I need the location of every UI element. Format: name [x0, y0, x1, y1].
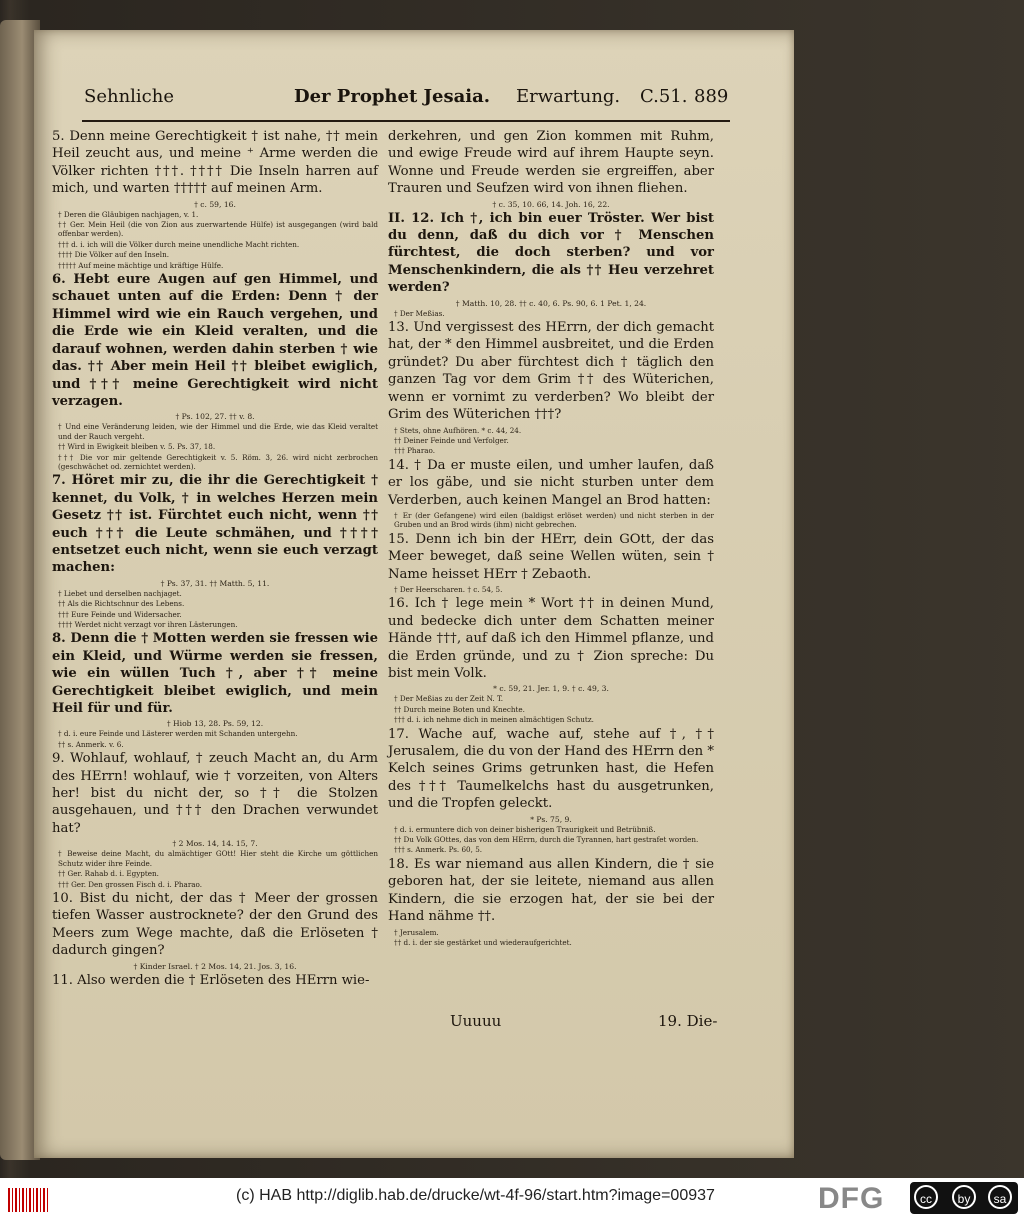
- cross-reference: † Hiob 13, 28. Ps. 59, 12.: [166, 719, 264, 729]
- cross-reference: † Matth. 10, 28. †† c. 40, 6. Ps. 90, 6. 1 Pet. 1, 24.: [455, 298, 647, 308]
- footnote: ††† Eure Feinde und Widersacher.: [58, 609, 182, 619]
- footer-bar: [0, 1178, 1024, 1218]
- footnote: †††† Werdet nicht verzagt vor ihren Lästerungen.: [58, 620, 238, 629]
- verse-paragraph: 15. Denn ich bin der HErr, dein GOtt, der das Meer beweget, daß seine Wellen wüten, sein † Name heisset HErr † Zebaoth.: [388, 531, 714, 582]
- cross-reference: † Ps. 37, 31. †† Matth. 5, 11.: [160, 578, 270, 588]
- right-text-column: [388, 128, 714, 948]
- footnote: ††† d. i. ich will die Völker durch meine unendliche Macht richten.: [58, 239, 300, 249]
- footnote: †† Als die Richtschnur des Lebens.: [58, 599, 185, 609]
- footnote: †† Ger. Rahab d. i. Egypten.: [58, 869, 159, 879]
- by-icon: by: [952, 1185, 976, 1209]
- verse-paragraph: derkehren, und gen Zion kommen mit Ruhm, und ewige Freude wird auf ihrem Haupte seyn. Wonne und Freude werden sie ergreiffen, aber Trauren und Seufzen wird von ihnen fliehen.: [388, 129, 714, 197]
- verse-paragraph: 9. Wohlauf, wohlauf, † zeuch Macht an, du Arm des HErrn! wohlauf, wie † vorzeiten, von Alters her! bist du nicht der, so †† die Stolzen ausgehauen, und ††† den Drachen verwundet hat?: [52, 751, 378, 836]
- footnote: † Jerusalem.: [394, 927, 439, 937]
- cross-reference: † 2 Mos. 14, 14. 15, 7.: [172, 839, 258, 849]
- verse-paragraph: 7. Höret mir zu, die ihr die Gerechtigkeit † kennet, du Volk, † in welches Herzen mein Gesetz †† ist. Fürchtet euch nicht, wenn †† euch ††† die Leute schmähen, und †††† entsetzet euch nicht, wenn sie euch verzagt machen:: [52, 473, 378, 576]
- verse-paragraph: II. 12. Ich †, ich bin euer Tröster. Wer bist du denn, daß du dich vor † Menschen fürchtest, die doch sterben? und vor Menschenkindern, die als †† Heu verzehret werden?: [388, 210, 714, 296]
- footnote: † Stets, ohne Aufhören. * c. 44, 24.: [394, 425, 522, 435]
- header-left-word: Sehnliche: [84, 86, 175, 107]
- footnote: ††† Die vor mir geltende Gerechtigkeit v. 5. Röm. 3, 26. wird nicht zerbrochen (geschwächet od. zernichtet werden).: [58, 452, 378, 471]
- footnote: † Er (der Gefangene) wird eilen (baldigst erlöset werden) und nicht sterben in der Gruben und an Brod wirds (ihm) nicht gebrechen.: [394, 510, 714, 530]
- verse-paragraph: 17. Wache auf, wache auf, stehe auf †, †† Jerusalem, die du von der Hand des HErrn den * Kelch seines Grims getrunken hast, die Hefen des ††† Taumelkelchs hast du ausgetrunken, und die Tropfen geleckt.: [388, 726, 714, 812]
- signature-mark: Uuuuu: [450, 1012, 502, 1030]
- cross-reference: † Kinder Israel. † 2 Mos. 14, 21. Jos. 3, 16.: [133, 961, 297, 971]
- footnote: ††† d. i. ich nehme dich in meinen almächtigen Schutz.: [394, 715, 594, 725]
- footnote: † Beweise deine Macht, du almächtiger GOtt! Hier steht die Kirche um göttlichen Schutz wider ihre Feinde.: [58, 849, 378, 868]
- cross-reference: * c. 59, 21. Jer. 1, 9. † c. 49, 3.: [493, 684, 609, 694]
- verse-paragraph: 10. Bist du nicht, der das † Meer der grossen tiefen Wasser austrocknete? der den Grund des Meers zum Wege machte, daß die Erlöseten † dadurch gingen?: [52, 890, 378, 959]
- footnote: ††††† Auf meine mächtige und kräftige Hülfe.: [58, 260, 224, 270]
- footnote: †† Ger. Mein Heil (die von Zion aus zuerwartende Hülfe) ist ausgegangen (wird bald offenbar werden).: [58, 220, 378, 239]
- header-chapter: C.51.: [640, 86, 688, 107]
- footnote: † Deren die Gläubigen nachjagen, v. 1.: [58, 209, 199, 219]
- verse-paragraph: 6. Hebt eure Augen auf gen Himmel, und schauet unten auf die Erden: Denn † der Himmel wird wie ein Rauch vergehen, und die Erde wie ein Kleid veralten, und die darauf wohnen, werden dahin sterben † wie das. †† Aber mein Heil †† bleibet ewiglich, und ††† meine Gerechtigkeit wird nicht verzagen.: [52, 272, 378, 409]
- footnote: †† Durch meine Boten und Knechte.: [394, 704, 525, 714]
- verse-paragraph: 13. Und vergissest des HErrn, der dich gemacht hat, der * den Himmel ausbreitet, und die Erden gründet? Du aber fürchtest dich † täglich den ganzen Tag vor dem Grim †† des Wüterichen, wenn er vornimt zu verderben? Wo bleibt der Grim des Wüterichen †††?: [388, 320, 714, 423]
- footnote: †† s. Anmerk. v. 6.: [58, 739, 124, 749]
- cross-reference: † c. 59, 16.: [194, 199, 236, 209]
- footnote: † d. i. eure Feinde und Lästerer werden mit Schanden untergehn.: [58, 729, 298, 739]
- library-barcode-icon: [8, 1188, 48, 1212]
- cross-reference: † c. 35, 10. 66, 14. Joh. 16, 22.: [492, 199, 610, 209]
- verse-paragraph: 5. Denn meine Gerechtigkeit † ist nahe, †† mein Heil zeucht aus, und meine ⁺ Arme werden die Völker richten †††. †††† Die Inseln harren auf mich, und warten ††††† auf meinen Arm.: [52, 129, 378, 197]
- left-text-column: [52, 128, 378, 991]
- footnote: † d. i. ermuntere dich von deiner bisherigen Traurigkeit und Betrübniß.: [394, 824, 656, 834]
- running-header: [84, 86, 744, 120]
- verse-paragraph: 16. Ich † lege mein * Wort †† in deinen Mund, und bedecke dich unter dem Schatten meiner Hände †††, auf daß ich den Himmel pflanze, und die Erden gründe, und zu † Zion spreche: Du bist mein Volk.: [388, 596, 714, 681]
- footnote: †† Deiner Feinde und Verfolger.: [394, 435, 509, 445]
- footnote: †††† Die Völker auf den Inseln.: [58, 250, 169, 260]
- header-right-word: Erwartung.: [516, 86, 621, 107]
- footnote: ††† s. Anmerk. Ps. 60, 5.: [394, 845, 483, 855]
- verse-paragraph: 14. † Da er muste eilen, und umher laufen, daß er los gäbe, und sie nicht sturben unter dem Verderben, auch keinen Mangel an Brod hatten:: [388, 457, 714, 508]
- header-rule: [82, 120, 730, 122]
- footnote: † Liebet und derselben nachjaget.: [58, 588, 182, 598]
- footnote: † Der Meßias.: [394, 308, 445, 318]
- cross-reference: * Ps. 75, 9.: [530, 814, 572, 824]
- catchword: 19. Die-: [658, 1012, 718, 1030]
- dfg-logo: DFG: [818, 1182, 885, 1215]
- footnote: †† Wird in Ewigkeit bleiben v. 5. Ps. 37, 18.: [58, 442, 216, 452]
- footnote: †† Du Volk GOttes, das von dem HErrn, durch die Tyrannen, hart gestrafet worden.: [394, 835, 699, 845]
- footnote: † Der Heerscharen. † c. 54, 5.: [394, 584, 503, 594]
- verse-paragraph: 18. Es war niemand aus allen Kindern, die † sie geboren hat, der sie leitete, niemand aus allen Kindern, die sie erzogen hat, der sie bei der Hand nähme ††.: [388, 856, 714, 925]
- cc-icon: cc: [914, 1185, 938, 1209]
- footnote: ††† Ger. Den grossen Fisch d. i. Pharao.: [58, 879, 203, 889]
- footnote: † Der Meßias zu der Zeit N. T.: [394, 694, 503, 704]
- cc-license-badge[interactable]: [910, 1182, 1018, 1214]
- sa-icon: sa: [988, 1185, 1012, 1209]
- header-title: Der Prophet Jesaia.: [294, 86, 491, 107]
- verse-paragraph: 8. Denn die † Motten werden sie fressen wie ein Kleid, und Würme werden sie fressen, wie ein wüllen Tuch †, aber †† meine Gerechtigkeit bleibet ewiglich, und mein Heil für und für.: [52, 631, 378, 717]
- credit-link[interactable]: (c) HAB http://diglib.hab.de/drucke/wt-4f-96/start.htm?image=00937: [236, 1187, 715, 1204]
- footnote: †† d. i. der sie gestärket und wiederaufgerichtet.: [394, 937, 572, 947]
- verse-paragraph: 11. Also werden die † Erlöseten des HErrn wie-: [52, 972, 370, 988]
- cross-reference: † Ps. 102, 27. †† v. 8.: [175, 412, 255, 422]
- footnote: ††† Pharao.: [394, 446, 436, 456]
- page-number: 889: [694, 86, 729, 107]
- footnote: † Und eine Veränderung leiden, wie der Himmel und die Erde, wie das Kleid veraltet und der Rauch vergeht.: [58, 422, 378, 441]
